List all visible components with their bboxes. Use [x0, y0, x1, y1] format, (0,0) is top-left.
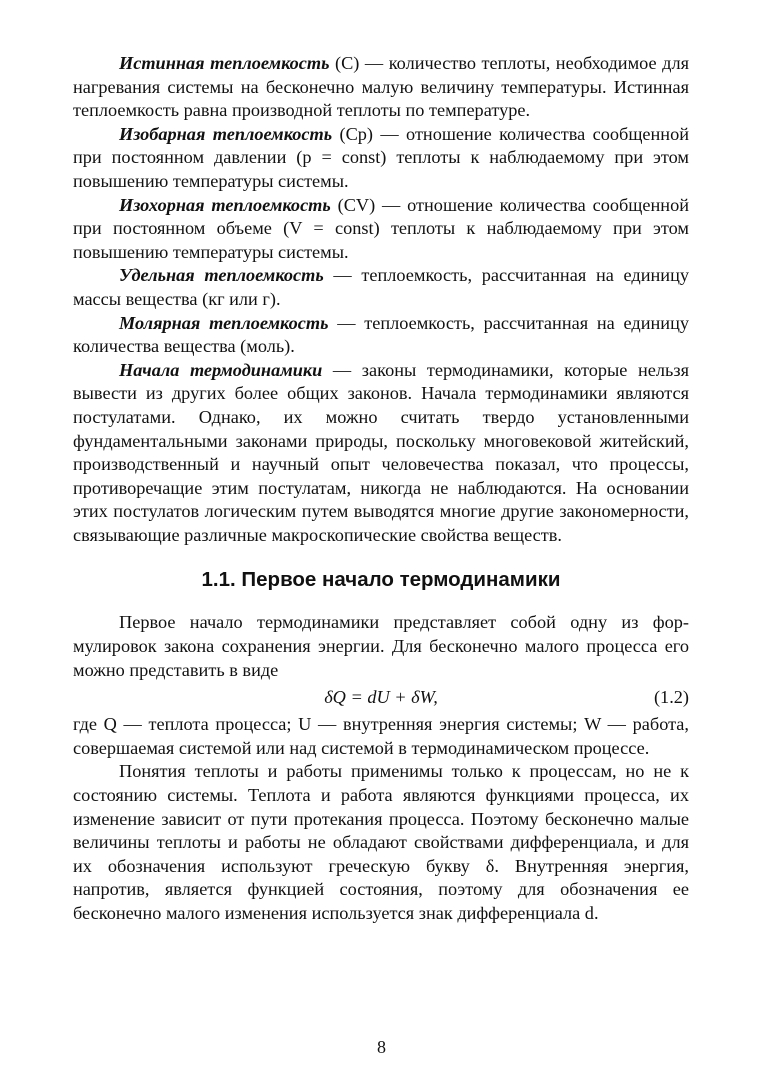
- page-body: [73, 52, 689, 926]
- closing-paragraph: Понятия теплоты и работы применимы только к процессам, но не к состоянию системы. Теплота и работа являются функциями процесса, их изменение зависит от пути протекания процесса. Поэтому бесконечно малые величины теплоты и работы не обладают свойствами дифференциала, и для их обозначения используют греческую букву δ. Внутренняя энергия, напротив, является функцией состояния, поэтому для обозначения ее бесконечно малого изменения используется знак дифференциала d.: [73, 761, 689, 923]
- term: Молярная теплоемкость: [119, 312, 329, 333]
- definition-text: (C) — количество теплоты, необходимое для нагревания системы на бесконечно малую величину температуры. Истинная теплоемкость равна производной теплоты по температуре.: [73, 53, 690, 121]
- definition-laws-of-thermodynamics: [73, 359, 689, 548]
- definition-text: — законы термодинамики, которые нельзя вывести из других более общих законов. Начала термодинамики являются постулатами. Однако, их можно считать твердо установленными фундаментальными законами природы, поскольку многовековой житейский, производственный и научный опыт человечества показал, что процессы, противоречащие этим постулатам, никогда не наблюдаются. На основании этих постулатов логическим путем выводятся многие другие закономерности, связывающие различные макроскопические свойства веществ.: [73, 359, 689, 545]
- definition-text: — теплоемкость, рассчитанная на единицу массы вещества (кг или г).: [73, 265, 689, 309]
- definition-isochoric-heat-capacity: [73, 194, 689, 265]
- definition-text: (Cp) — отношение количества сообщенной при постоянном давлении (p = const) теплоты к наблюдаемому при этом повышению температуры системы.: [73, 123, 689, 191]
- formula-explanation: где Q — теплота процесса; U — внутренняя энергия системы; W — работа, совершаемая системой или над системой в термодинамическом процессе.: [73, 714, 689, 758]
- section-title: 1.1. Первое начало термодинамики: [201, 568, 561, 592]
- intro-paragraph: Первое начало термодинамики представляет собой одну из формулировок закона сохранения энергии. Для бесконечно малого процесса его можно представить в виде: [73, 612, 689, 680]
- definition-true-heat-capacity: [73, 52, 689, 123]
- definition-specific-heat-capacity: [73, 264, 689, 311]
- definition-molar-heat-capacity: [73, 312, 689, 359]
- term: Удельная теплоемкость: [119, 265, 324, 286]
- page-number: 8: [377, 1037, 386, 1057]
- term: Изохорная теплоемкость: [119, 194, 331, 215]
- formula-row: [73, 682, 689, 713]
- formula-expression: δQ = dU + δW,: [324, 687, 438, 708]
- term: Изобарная теплоемкость: [119, 123, 333, 144]
- definition-text: — теплоемкость, рассчитанная на единицу количества вещества (моль).: [73, 312, 689, 357]
- formula-number: (1.2): [653, 687, 689, 708]
- term: Истинная теплоемкость: [119, 53, 330, 73]
- definition-text: (CV) — отношение количества сообщенной при постоянном объеме (V = const) теплоты к наблюдаемому при этом повышению температуры системы.: [73, 194, 689, 262]
- term: Начала термодинамики: [119, 359, 323, 380]
- definition-isobaric-heat-capacity: [73, 123, 689, 194]
